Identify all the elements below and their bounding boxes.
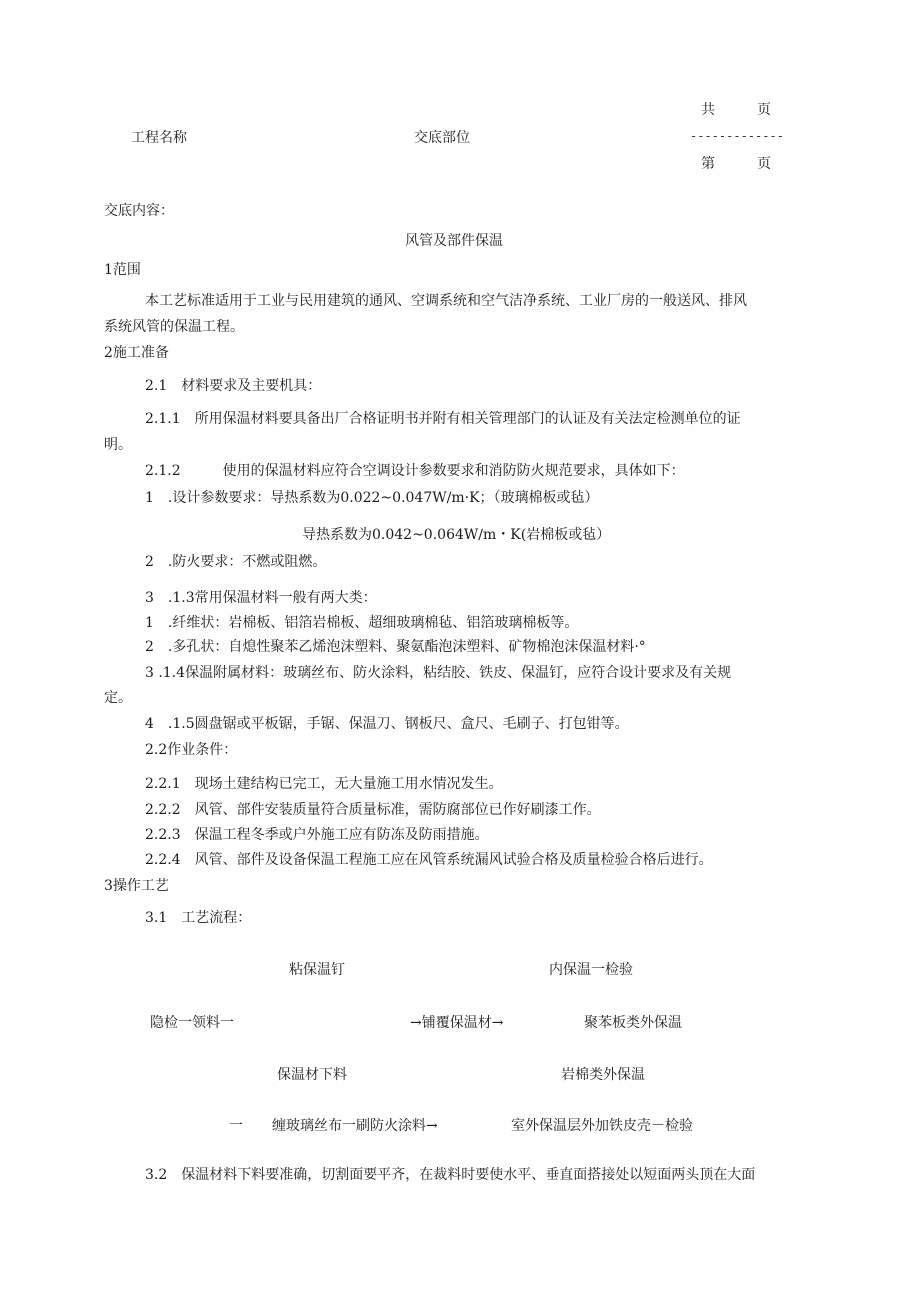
section-3-1: 3.1 工艺流程： [145, 910, 252, 926]
flow-dash: 一 [229, 1118, 243, 1134]
section-2-2-4: 2.2.4 风管、部件及设备保温工程施工应在风管系统漏风试验合格及质量检验合格后进行。 [145, 852, 713, 868]
flow-wrap-fiberglass: 缠玻璃丝布一刷防火涂料→ [272, 1118, 438, 1134]
content-label: 交底内容： [104, 203, 174, 219]
section-2-2-1: 2.2.1 现场土建结构已完工，无大量施工用水情况发生。 [145, 776, 503, 792]
section-1-paragraph-line1: 本工艺标准适用于工业与民用建筑的通风、空调系统和空气洁净系统、工业厂房的一般送风、排风 [145, 293, 747, 309]
total-pages-label: 共 页 [701, 102, 771, 118]
section-2-2-3: 2.2.3 保温工程冬季或户外施工应有防冻及防雨措施。 [145, 827, 489, 843]
flow-lay-material: →铺覆保温材→ [410, 1015, 504, 1031]
page-divider: ------------- [690, 129, 784, 143]
section-2-1-1-line2: 明。 [104, 437, 132, 453]
section-3-heading: 3操作工艺 [104, 878, 169, 894]
section-2-1-2: 2.1.2 使用的保温材料应符合空调设计参数要求和消防防火规范要求，具体如下： [145, 463, 685, 479]
item-1-continued: 导热系数为0.042~0.064W∕m・K(岩棉板或毡） [302, 527, 611, 543]
page-number-label: 第 页 [701, 156, 771, 172]
item-3-2: 2 .多孔状：自熄性聚苯乙烯泡沫塑料、聚氨酯泡沫塑料、矿物棉泡沫保温材料·° [145, 639, 646, 655]
item-4: 4 .1.5圆盘锯或平板锯，手锯、保温刀、钢板尺、盒尺、毛刷子、打包钳等。 [145, 716, 629, 732]
flow-hidden-check: 隐检一领料一 [150, 1015, 234, 1031]
section-1-paragraph-line2: 系统风管的保温工程。 [104, 319, 244, 335]
item-2: 2 .防火要求：不燃或阻燃。 [145, 554, 327, 570]
flow-outdoor-shell: 室外保温层外加铁皮壳－检验 [511, 1118, 693, 1134]
flow-paste-nails: 粘保温钉 [289, 962, 345, 978]
section-2-1: 2.1 材料要求及主要机具： [145, 378, 322, 394]
flow-inner-check: 内保温一检验 [549, 962, 633, 978]
item-3-3-line2: 定。 [104, 690, 132, 706]
section-3-2: 3.2 保温材料下料要准确，切割面要平齐，在裁料时要使水平、垂直面搭接处以短面两头顶在大面 [145, 1167, 756, 1183]
item-3-3-line1: 3 .1.4保温附属材料：玻璃丝布、防火涂料，粘结胶、铁皮、保温钉，应符合设计要求及有关规 [145, 665, 732, 681]
handover-location-label: 交底部位 [414, 130, 470, 146]
section-2-heading: 2施工准备 [104, 345, 169, 361]
flow-polystyrene-outer: 聚苯板类外保温 [584, 1015, 682, 1031]
item-3-1: 1 .纤维状：岩棉板、铝箔岩棉板、超细玻璃棉毡、铝箔玻璃棉板等。 [145, 615, 579, 631]
section-1-heading: 1范围 [104, 262, 141, 278]
item-1: 1 .设计参数要求：导热系数为0.022~0.047W∕m·K；（玻璃棉板或毡） [145, 490, 599, 506]
section-2-1-1-line1: 2.1.1 所用保温材料要具备出厂合格证明书并附有相关管理部门的认证及有关法定检测单位的证 [145, 411, 741, 427]
section-2-2-2: 2.2.2 风管、部件安装质量符合质量标准，需防腐部位已作好刷漆工作。 [145, 802, 601, 818]
doc-title: 风管及部件保温 [405, 233, 503, 249]
project-name-label: 工程名称 [131, 130, 187, 146]
flow-cut-material: 保温材下料 [277, 1067, 347, 1083]
section-2-2: 2.2作业条件： [145, 742, 238, 758]
flow-rockwool-outer: 岩棉类外保温 [561, 1067, 645, 1083]
item-3: 3 .1.3常用保温材料一般有两大类： [145, 590, 377, 606]
